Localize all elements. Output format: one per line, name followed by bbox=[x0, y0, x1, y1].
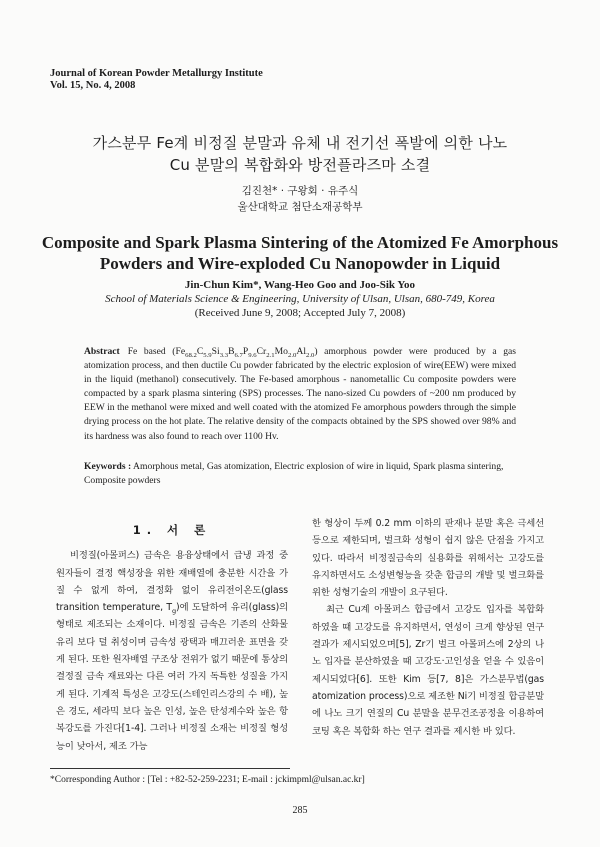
korean-title bbox=[40, 132, 560, 176]
english-affiliation: School of Materials Science & Engineering, University of Ulsan, Ulsan, 680-749, Korea bbox=[105, 293, 495, 305]
keywords-text: Amorphous metal, Gas atomization, Electric explosion of wire in liquid, Spark plasma sintering, Composite powders bbox=[84, 461, 504, 487]
formula-element: Cr bbox=[256, 346, 267, 357]
page-number: 285 bbox=[292, 805, 308, 816]
journal-header bbox=[50, 68, 263, 92]
korean-authors: 김진천* · 구왕회 · 유주식 bbox=[241, 185, 359, 197]
english-authors-block bbox=[0, 278, 600, 320]
korean-authors-block bbox=[0, 183, 600, 215]
intro-text-a: 비정질(아몰퍼스) 금속은 용융상태에서 급냉 과정 중 원자들이 결정 핵성장을 위한 재배열에 충분한 시간을 가질 수 없게 하여, 결정화 없이 유리전이온도(glass transition temperature, T bbox=[56, 550, 288, 614]
formula-subscript: 5.9 bbox=[203, 351, 212, 359]
section-title: 1. 서 론 bbox=[132, 523, 212, 537]
footnote-divider bbox=[50, 768, 290, 769]
korean-affiliation: 울산대학교 첨단소재공학부 bbox=[237, 201, 363, 213]
formula-element: Al bbox=[296, 346, 306, 357]
journal-name: Journal of Korean Powder Metallurgy Institute bbox=[50, 68, 263, 79]
english-title bbox=[40, 232, 560, 274]
received-dates: (Received June 9, 2008; Accepted July 7, 2008) bbox=[194, 307, 406, 319]
korean-title-line1: 가스분무 Fe계 비정질 분말과 유체 내 전기선 폭발에 의한 나노 bbox=[92, 134, 508, 152]
formula-subscript: 68.2 bbox=[185, 351, 197, 359]
intro-text-b: )에 도달하여 유리(glass)의 형태로 제조되는 소재이다. 비정질 금속은 기존의 산화물 유리 보다 덜 취성이며 금속성 광택과 매끄러운 표면을 갖게 된다. 또한 원자배열 구조상 전위가 없기 때문에 통상의 결정질 금속 재료와는 다른 여러 가지 독특한 성질을 가지게 된다. 기계적 특성은 고강도(스테인리스강의 수 배), 높은 경도, 세라믹 보다 높은 인성, 높은 탄성계수와 높은 항복강도를 가진다[1-4]. 그러나 비정질 소재는 비정질 형성능이 낮아서, 제조 가능 bbox=[56, 602, 288, 752]
formula-subscript: 2.0 bbox=[287, 351, 297, 359]
korean-title-line2: Cu 분말의 복합화와 방전플라즈마 소결 bbox=[169, 156, 431, 174]
english-authors: Jin-Chun Kim*, Wang-Heo Goo and Joo-Sik Yoo bbox=[184, 279, 416, 291]
right-column bbox=[312, 515, 544, 740]
intro-paragraph-1 bbox=[56, 547, 288, 755]
formula-element: Si bbox=[211, 346, 220, 357]
formula-element: B bbox=[228, 346, 235, 357]
abstract bbox=[84, 345, 516, 444]
left-column bbox=[56, 522, 288, 755]
formula-subscript: 2.0 bbox=[305, 351, 315, 359]
alloy-formula bbox=[185, 346, 314, 357]
formula-element: C bbox=[196, 346, 204, 357]
abstract-body: ) amorphous powder were produced by a gas atomization process, and then ductile Cu powder fabricated by the electric explosion of wire(EEW) were mixed in the liquid (methanol) consecutively. The Fe-based amorphous - nanometallic Cu composite powders were compacted by a spark plasma sintering (SPS) processes. The nano-sized Cu powders of ~200 nm produced by EEW in the methanol were mixed and well coated with the atomized Fe amorphous powders through the simple drying process on the hot plate. The relative density of the compacts obtained by the SPS showed over 98% and its hardness was also found to reach over 1100 Hv. bbox=[84, 346, 516, 442]
formula-element: Mo bbox=[274, 346, 288, 357]
tg-subscript: g bbox=[172, 607, 177, 616]
formula-subscript: 2.1 bbox=[266, 351, 275, 359]
keywords bbox=[84, 460, 516, 488]
abstract-lead: Fe based (Fe bbox=[127, 346, 186, 357]
english-title-line1: Composite and Spark Plasma Sintering of the Atomized Fe Amorphous bbox=[41, 233, 559, 252]
intro-paragraph-2: 최근 Cu계 아몰퍼스 합금에서 고강도 입자를 복합화 하였을 때 고강도를 유지하면서, 연성이 크게 향상된 연구 결과가 제시되었으며[5], Zr기 벌크 아몰퍼스에 2상의 나노 입자를 분산하였을 때 고강도·고인성을 얻을 수 있음이 제시되었다[6]. 또한 Kim 등[7, 8]은 가스분무법(gas atomization process)으로 제조한 Ni기 비정질 합금분말에 나노 크기 연질의 Cu 분말을 분무건조공정을 이용하여 코팅 혹은 복합화 하는 연구 결과를 제시한 바 있다. bbox=[312, 604, 544, 737]
corresponding-author-footnote: *Corresponding Author : [Tel : +82-52-259-2231; E-mail : jckimpml@ulsan.ac.kr] bbox=[50, 775, 365, 785]
english-title-line2: Powders and Wire-exploded Cu Nanopowder in Liquid bbox=[99, 254, 501, 273]
keywords-label: Keywords : bbox=[84, 461, 132, 472]
intro-paragraph-1-cont: 한 형상이 두께 0.2 mm 이하의 판재나 분말 혹은 극세선 등으로 제한되며, 벌크화 성형이 쉽지 않은 단점을 가지고 있다. 따라서 비정질금속의 실용화를 위해서는 고강도를 유지하면서도 소성변형능을 갖춘 합금의 개발 및 벌크화를 위한 성형기술의 개발이 요구된다. bbox=[312, 518, 544, 599]
formula-subscript: 3.3 bbox=[219, 351, 229, 359]
formula-element: P bbox=[242, 346, 249, 357]
formula-subscript: 9.6 bbox=[248, 351, 257, 359]
journal-volume: Vol. 15, No. 4, 2008 bbox=[50, 80, 136, 91]
formula-subscript: 6.7 bbox=[234, 351, 243, 359]
abstract-label: Abstract bbox=[84, 346, 120, 357]
